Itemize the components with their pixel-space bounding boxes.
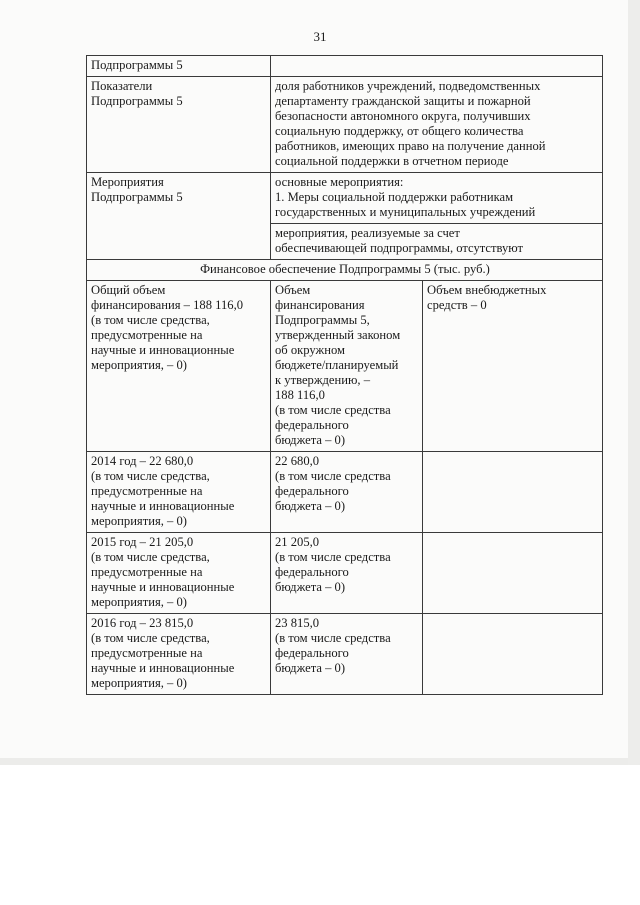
indicators-text: доля работников учреждений, подведомственных департаменту гражданской защиты и пожарной безопасности автономного округа, получивших социальную поддержку, от общего количества работников, имеющих право на получение данной социальной поддержки в отчетном периоде: [271, 77, 603, 173]
year-budget-cell: 22 680,0 (в том числе средства федерального бюджета – 0): [271, 452, 423, 533]
subprogram-header-cell: Подпрограммы 5: [87, 56, 271, 77]
extra-budget-cell: Объем внебюджетных средств – 0: [423, 281, 603, 452]
subprogram-header-value: [271, 56, 603, 77]
table-row: [87, 56, 603, 77]
year-total-cell: 2014 год – 22 680,0 (в том числе средства, предусмотренные на научные и инновационные мероприятия, – 0): [87, 452, 271, 533]
total-financing-cell: Общий объем финансирования – 188 116,0 (в том числе средства, предусмотренные на научные и инновационные мероприятия, – 0): [87, 281, 271, 452]
year-total-cell: 2016 год – 23 815,0 (в том числе средства, предусмотренные на научные и инновационные мероприятия, – 0): [87, 614, 271, 695]
table-row: [87, 614, 603, 695]
table-row: [87, 173, 603, 224]
table-row: [87, 452, 603, 533]
page-number: 31: [313, 29, 327, 44]
scan-bottom-edge: [0, 758, 628, 765]
year-extra-cell: [423, 452, 603, 533]
table-row: [87, 281, 603, 452]
activities-funded: мероприятия, реализуемые за счет обеспечивающей подпрограммы, отсутствуют: [271, 224, 603, 260]
activities-main: основные мероприятия: 1. Меры социальной поддержки работникам государственных и муниципальных учреждений: [271, 173, 603, 224]
budget-financing-cell: Объем финансирования Подпрограммы 5, утвержденный законом об окружном бюджете/планируемый к утверждению, – 188 116,0 (в том числе средства федерального бюджета – 0): [271, 281, 423, 452]
year-extra-cell: [423, 614, 603, 695]
year-budget-cell: 21 205,0 (в том числе средства федерального бюджета – 0): [271, 533, 423, 614]
finance-title: Финансовое обеспечение Подпрограммы 5 (тыс. руб.): [87, 260, 603, 281]
indicators-label: Показатели Подпрограммы 5: [87, 77, 271, 173]
year-total-cell: 2015 год – 21 205,0 (в том числе средства, предусмотренные на научные и инновационные мероприятия, – 0): [87, 533, 271, 614]
year-budget-cell: 23 815,0 (в том числе средства федерального бюджета – 0): [271, 614, 423, 695]
program-passport-table: [86, 55, 603, 695]
table-row: [87, 533, 603, 614]
scan-right-margin: [628, 0, 640, 765]
activities-label: Мероприятия Подпрограммы 5: [87, 173, 271, 260]
year-extra-cell: [423, 533, 603, 614]
table-row: [87, 260, 603, 281]
table-row: [87, 77, 603, 173]
